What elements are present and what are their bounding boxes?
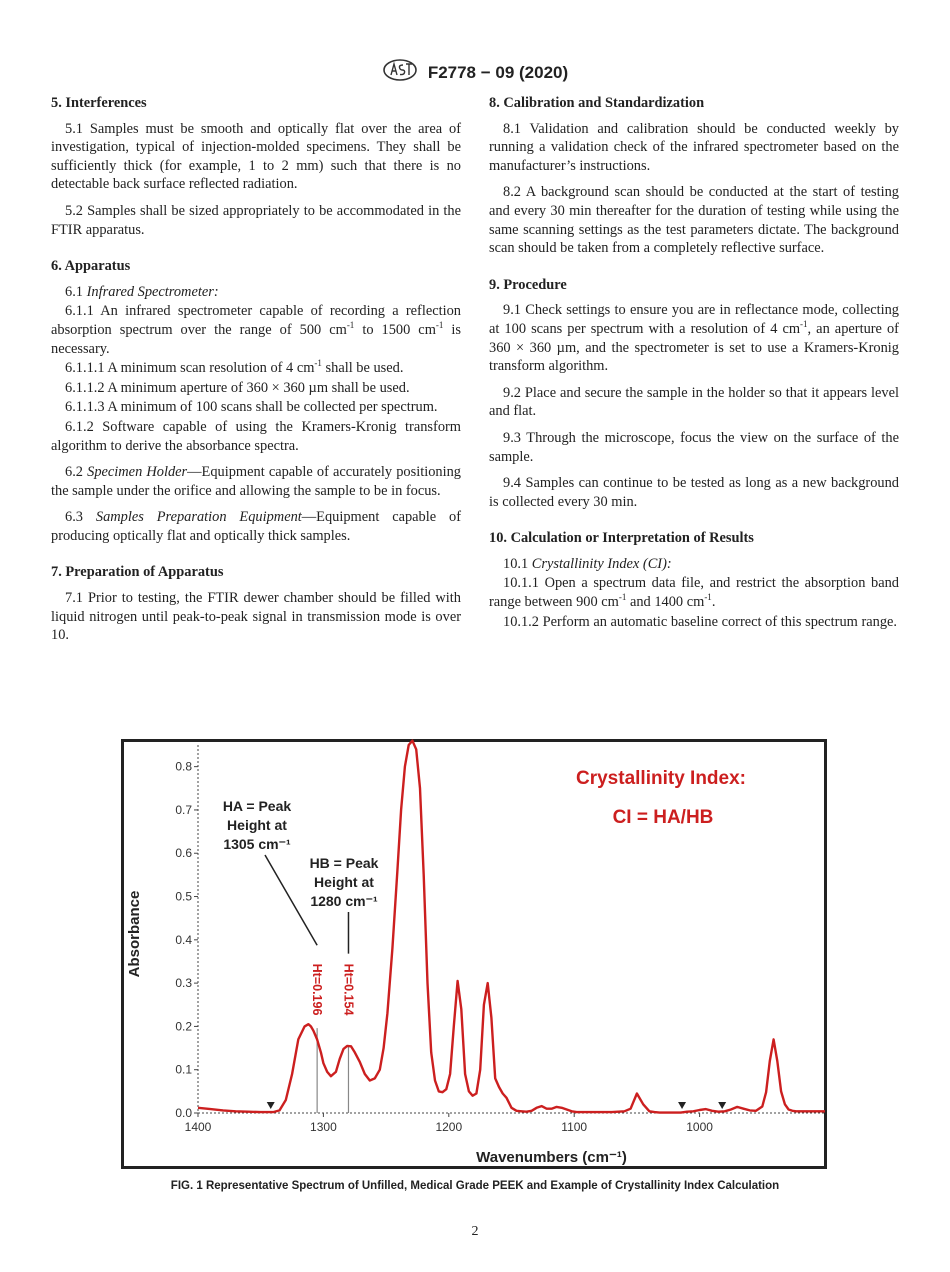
hb-annotation-line: Height at <box>314 874 374 890</box>
figure-1 <box>121 739 827 1169</box>
para-9-3: 9.3 Through the microscope, focus the view on the surface of the sample. <box>489 429 899 465</box>
para-6-3: 6.3 Samples Preparation Equipment—Equipment capable of producing optically flat and optically thick samples. <box>51 509 461 544</box>
ha-annotation-line: HA = Peak <box>222 798 292 814</box>
hb-annotation-line: HB = Peak <box>309 855 379 871</box>
para-6-1-1-1: 6.1.1.1 A minimum scan resolution of 4 $cm^{-1}$ shall be used. <box>65 358 404 377</box>
y-tick-label: 0.5 <box>175 889 192 904</box>
para-6-1-1: 6.1.1 An infrared spectrometer capable of recording a reflection absorption spectrum over the range of 500 $cm^{-1}$ to 1500 $cm^{-1}$ is necessary. <box>51 303 461 357</box>
para-6-1-2: 6.1.2 Software capable of using the Kramers-Kronig transform algorithm to derive the absorbance spectra. <box>51 418 461 454</box>
section-heading-6: 6. Apparatus <box>51 258 131 275</box>
page-header <box>0 58 950 87</box>
x-tick-label: 1100 <box>561 1120 588 1134</box>
ci-formula: CI = HA/HB <box>612 807 714 828</box>
y-tick-label: 0.4 <box>175 932 192 947</box>
y-axis-label: Absorbance <box>126 890 143 978</box>
para-10-1-2: 10.1.2 Perform an automatic baseline correct of this spectrum range. <box>503 613 898 630</box>
x-tick-label: 1000 <box>686 1120 713 1134</box>
x-tick-label: 1300 <box>310 1120 337 1134</box>
hb-annotation-line: 1280 cm⁻¹ <box>310 893 378 909</box>
x-tick-label: 1200 <box>435 1120 463 1134</box>
para-6-1-1-2: 6.1.1.2 A minimum aperture of 360 × 360 µm shall be used. <box>65 379 410 396</box>
peak-height-label: Ht=0.196 <box>310 963 325 1016</box>
para-6-1: 6.1 Infrared Spectrometer: <box>65 283 219 300</box>
para-5-1: 5.1 Samples must be smooth and optically flat over the area of investigation, typical of injection-molded specimens. They shall be sufficiently thick (for example, 1 to 2 mm) such that there is no detectable back surface reflected radiation. <box>51 120 461 193</box>
section-heading-8: 8. Calibration and Standardization <box>489 95 705 111</box>
para-10-1: 10.1 Crystallinity Index (CI): <box>503 555 672 572</box>
para-9-2: 9.2 Place and secure the sample in the holder so that it appears level and flat. <box>489 384 899 420</box>
ha-annotation-line: Height at <box>227 817 287 833</box>
section-heading-10: 10. Calculation or Interpretation of Results <box>489 530 754 547</box>
left-column <box>51 94 461 653</box>
spectrum-chart <box>121 739 827 1169</box>
standard-designation: F2778 − 09 (2020) <box>427 62 569 82</box>
para-6-2: 6.2 Specimen Holder—Equipment capable of accurately positioning the sample under the orifice and allowing the sample to be in focus. <box>51 464 461 499</box>
x-tick-label: 1400 <box>184 1120 212 1134</box>
y-tick-label: 0.6 <box>175 846 192 861</box>
y-tick-label: 0.7 <box>175 802 192 817</box>
right-column <box>489 94 899 639</box>
ci-title: Crystallinity Index: <box>576 768 746 789</box>
y-tick-label: 0.3 <box>175 976 192 991</box>
y-tick-label: 0.0 <box>175 1106 192 1120</box>
y-tick-label: 0.1 <box>175 1062 192 1077</box>
para-6-1-1-3: 6.1.1.3 A minimum of 100 scans shall be collected per spectrum. <box>65 399 438 416</box>
section-heading-5: 5. Interferences <box>51 95 147 111</box>
y-tick-label: 0.8 <box>175 759 192 774</box>
x-axis-label: Wavenumbers (cm⁻¹) <box>476 1149 627 1166</box>
peak-height-label: Ht=0.154 <box>341 963 356 1016</box>
figure-caption: FIG. 1 Representative Spectrum of Unfilled, Medical Grade PEEK and Example of Crystallinity Index Calculation <box>170 1180 780 1192</box>
astm-logo-icon <box>382 58 418 87</box>
para-9-1: 9.1 Check settings to ensure you are in reflectance mode, collecting at 100 scans per spectrum with a resolution of 4 $cm^{-1}$, an aperture of 360 × 360 µm, and the spectrometer is set to use a Kramers-Kronig transform algorithm. <box>489 302 899 375</box>
ha-annotation-line: 1305 cm⁻¹ <box>223 836 291 852</box>
page-number: 2 <box>471 1224 479 1239</box>
para-8-2: 8.2 A background scan should be conducted at the start of testing and every 30 min thereafter for the duration of testing while using the same scanning settings as the test parameters dictate. The background scan should be taken from a completely reflective surface. <box>489 184 899 257</box>
para-7-1: 7.1 Prior to testing, the FTIR dewer chamber should be filled with liquid nitrogen until peak-to-peak signal in transmission mode is over 10. <box>51 590 461 644</box>
para-9-4: 9.4 Samples can continue to be tested as long as a new background is collected every 30 min. <box>489 475 899 510</box>
section-heading-9: 9. Procedure <box>489 276 567 293</box>
para-5-2: 5.2 Samples shall be sized appropriately to be accommodated in the FTIR apparatus. <box>51 202 461 238</box>
para-10-1-1: 10.1.1 Open a spectrum data file, and restrict the absorption band range between 900 $cm^{-1}$ and 1400 $cm^{-1}$. <box>489 575 899 611</box>
section-heading-7: 7. Preparation of Apparatus <box>51 564 224 581</box>
y-tick-label: 0.2 <box>175 1019 192 1034</box>
para-8-1: 8.1 Validation and calibration should be conducted weekly by running a validation check of the infrared spectrometer based on the manufacturer’s instructions. <box>489 120 899 174</box>
